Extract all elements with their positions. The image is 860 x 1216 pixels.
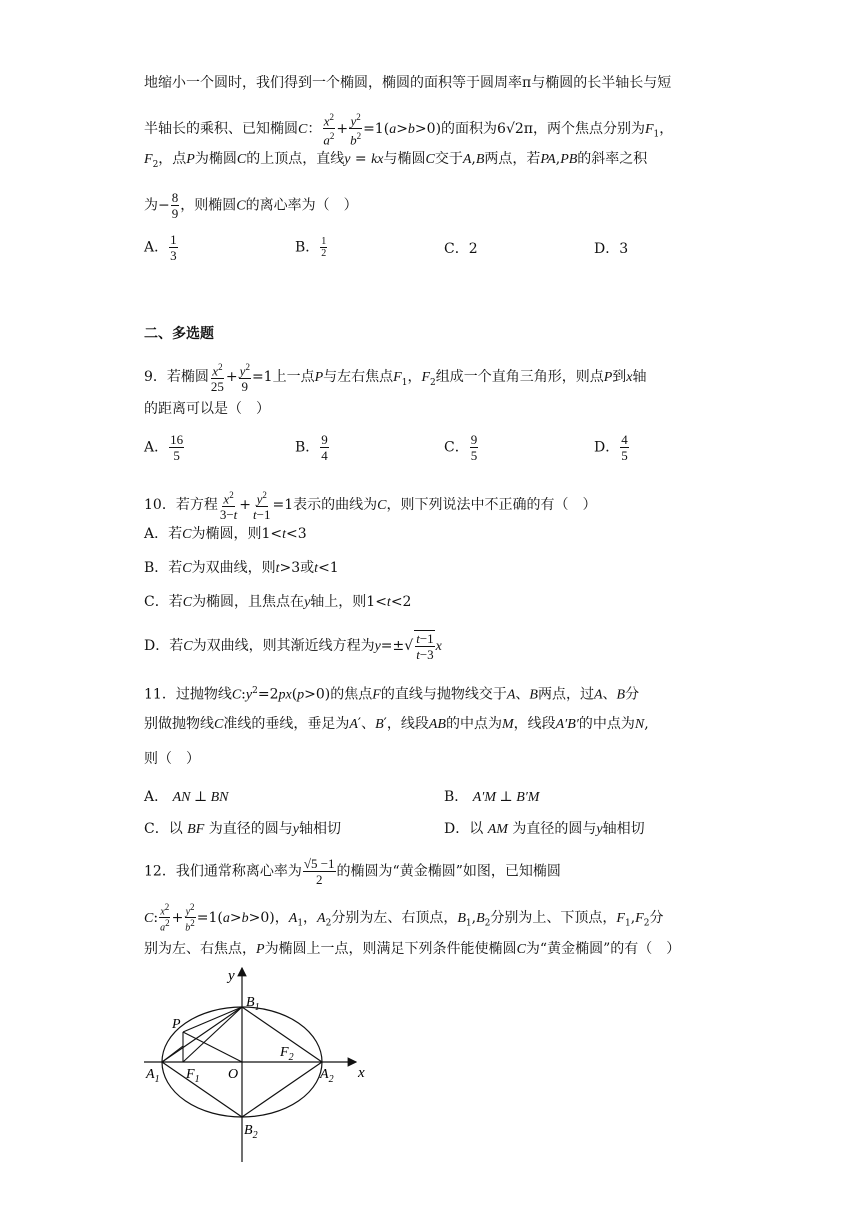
segment-pa1: [162, 1046, 183, 1062]
fraction: $\frac{x^2}{a^2}$: [323, 112, 335, 148]
q9-line1: 9．若椭圆 $\frac{x^2}{25}$ + $\frac{y^2}{9}$ =1上一点P与左右焦点$F_1$，$F_2$组成一个直角三角形，则点P到x轴: [144, 362, 647, 395]
q11-line3: 则（ ）: [144, 751, 200, 767]
label-b1: $B_1$: [246, 995, 260, 1013]
label-b2: $B_2$: [244, 1123, 258, 1141]
q9-line2: 的距离可以是（ ）: [144, 401, 270, 417]
q11-option-b[interactable]: B． A′M ⊥ B′M: [444, 789, 540, 805]
q10-option-a[interactable]: A．若C为椭圆，则1<t<3: [144, 526, 307, 542]
q11-option-c[interactable]: C．以 BF 为直径的圆与y轴相切: [144, 821, 341, 837]
q12-line2: C: $\frac{x^2}{a^2}$ + $\frac{y^2}{b^2}$ =1(a>b>0)，$A_1$，$A_2$分别为左、右顶点，$B_1,B_2$分别为上、下顶点，$F_1,F_2$分: [144, 902, 664, 934]
q8-option-a[interactable]: A． $\frac{1}{3}$: [144, 232, 177, 263]
q8-option-d[interactable]: D．3: [594, 241, 629, 257]
q11-line2: 别做抛物线C准线的垂线，垂足为A′、B′，线段AB的中点为M，线段A′B′的中点为N,: [144, 716, 649, 732]
label-a2: $A_2$: [320, 1067, 334, 1085]
q11-line1: 11．过抛物线$C:y^2=2px(p>0)$的焦点F的直线与抛物线交于A、B两点，过A、B分: [144, 686, 640, 703]
q9-option-b[interactable]: B． $\frac{9}{4}$: [295, 432, 328, 463]
q11-option-a[interactable]: A． AN ⊥ BN: [144, 789, 229, 805]
q10-option-d[interactable]: D．若C为双曲线，则其渐近线方程为y=±√ $\frac{t-1}{t-3}$ x: [144, 631, 442, 662]
q9-option-d[interactable]: D． $\frac{4}{5}$: [594, 432, 628, 463]
q8-option-c[interactable]: C．2: [444, 241, 478, 257]
q9-option-a[interactable]: A． $\frac{16}{5}$: [144, 432, 184, 463]
q10-option-c[interactable]: C．若C为椭圆，且焦点在y轴上，则1<t<2: [144, 594, 412, 610]
ellipse-figure: [140, 962, 380, 1172]
label-y: y: [228, 968, 235, 984]
label-o: O: [228, 1067, 239, 1082]
segment-f1b1: [183, 1007, 242, 1062]
label-p: P: [172, 1017, 181, 1032]
label-a1: $A_1$: [146, 1067, 160, 1085]
label-f1: $F_1$: [186, 1067, 200, 1085]
q8-option-b[interactable]: B． $\frac{1}{2}$: [295, 236, 327, 259]
q8-line4: 为− $\frac{8}{9}$ ，则椭圆C的离心率为（ ）: [144, 190, 358, 221]
q8-line2: 半轴长的乘积、已知椭圆C： $\frac{x^2}{a^2}$ + $\frac{y^2}{b^2}$ =1(a>b>0)的面积为6√2π，两个焦点分别为$F_1$，: [144, 112, 674, 148]
label-f2: $F_2$: [280, 1045, 294, 1063]
q8-line3: $F_2$，点P为椭圆C的上顶点，直线y = kx与椭圆C交于A,B两点，若PA,PB的斜率之积: [144, 151, 648, 170]
q10-option-b[interactable]: B．若C为双曲线，则t>3或t<1: [144, 560, 339, 576]
segment-po: [183, 1032, 242, 1062]
label-x: x: [358, 1065, 365, 1081]
q12-line1: 12．我们通常称离心率为 $\frac{√5 -1}{2}$ 的椭圆为“黄金椭圆”如图，已知椭圆: [144, 856, 561, 887]
section-heading: 二、多选题: [144, 326, 214, 342]
q8-line1: 地缩小一个圆时，我们得到一个椭圆，椭圆的面积等于圆周率π与椭圆的长半轴长与短: [144, 75, 672, 91]
q11-option-d[interactable]: D．以 AM 为直径的圆与y轴相切: [444, 821, 645, 837]
q9-option-c[interactable]: C． $\frac{9}{5}$: [444, 432, 478, 463]
q10-line1: 10．若方程 $\frac{x^2}{3-t}$ + $\frac{y^2}{t-1}$ =1表示的曲线为C，则下列说法中不正确的有（ ）: [144, 490, 597, 523]
q12-line3: 别为左、右焦点，P为椭圆上一点，则满足下列条件能使椭圆C为“黄金椭圆”的有（ ）: [144, 941, 681, 957]
